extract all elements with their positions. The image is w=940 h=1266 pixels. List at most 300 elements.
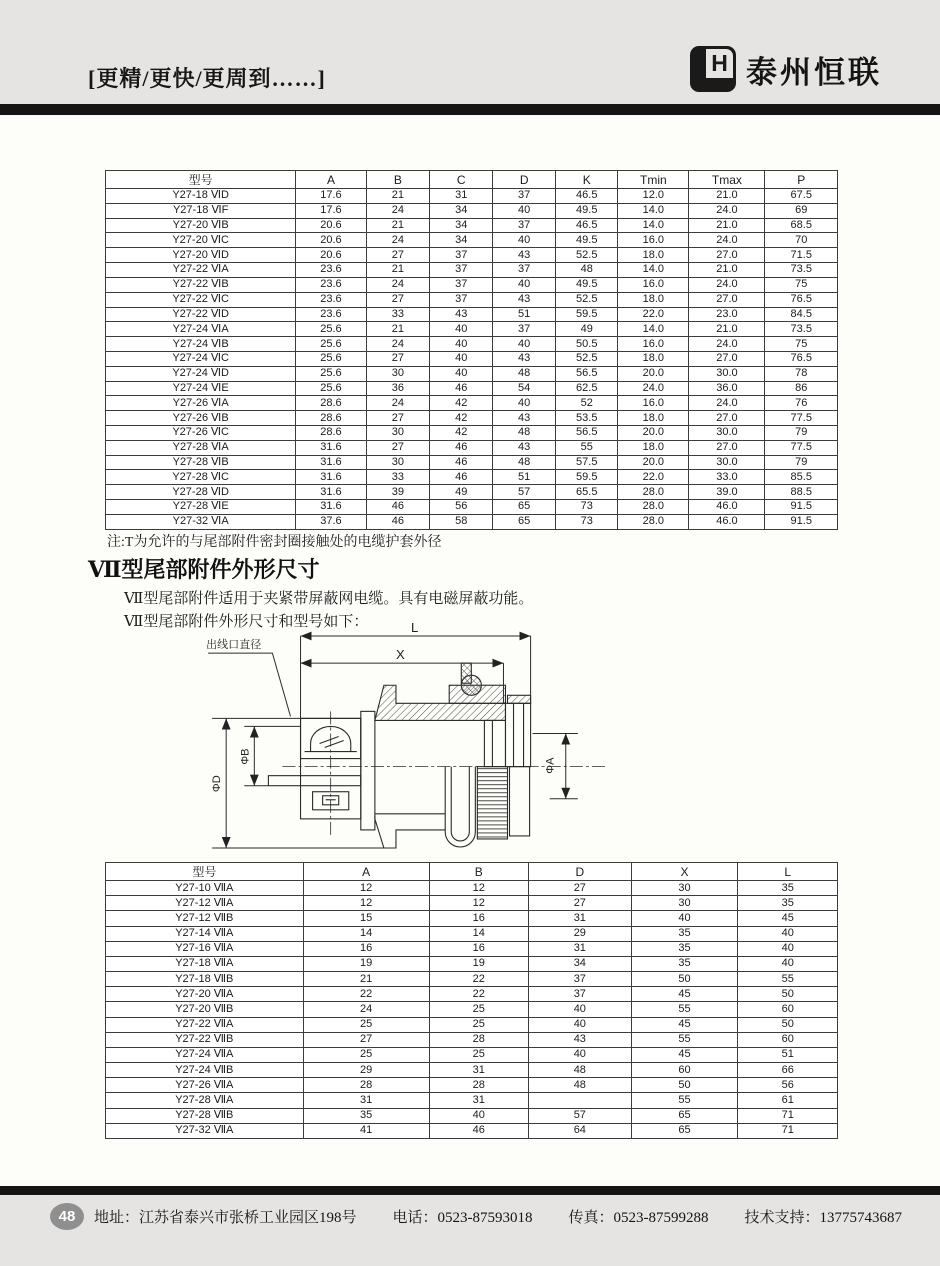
value-cell: 77.5 — [765, 440, 838, 455]
value-cell: 21 — [303, 972, 429, 987]
value-cell: 24.0 — [689, 277, 765, 292]
value-cell: 49.5 — [556, 203, 618, 218]
dim-x-label: X — [395, 647, 405, 663]
value-cell: 17.6 — [296, 189, 366, 204]
value-cell: 40 — [493, 203, 556, 218]
header-tagline: [更精/更快/更周到……] — [88, 66, 326, 91]
value-cell: 35 — [631, 941, 738, 956]
value-cell: 27 — [366, 292, 430, 307]
value-cell: 24.0 — [689, 396, 765, 411]
phi-b-label: ΦB — [239, 748, 252, 765]
value-cell: 40 — [493, 396, 556, 411]
value-cell: 79 — [765, 426, 838, 441]
value-cell: 28.0 — [618, 485, 689, 500]
table-row — [106, 455, 838, 470]
connector-drawing-svg — [186, 622, 618, 860]
value-cell: 35 — [738, 896, 838, 911]
value-cell: 12 — [303, 896, 429, 911]
value-cell: 25.6 — [296, 366, 366, 381]
value-cell: 64 — [529, 1123, 631, 1138]
table-row — [106, 426, 838, 441]
company-logo — [690, 46, 882, 92]
value-cell: 30 — [366, 426, 430, 441]
value-cell: 39.0 — [689, 485, 765, 500]
model-cell: Y27-26 ⅥA — [106, 396, 296, 411]
table-row — [106, 440, 838, 455]
table-row — [106, 337, 838, 352]
value-cell: 37 — [529, 987, 631, 1002]
value-cell: 39 — [366, 485, 430, 500]
value-cell: 24 — [366, 233, 430, 248]
table-row — [106, 1123, 838, 1138]
value-cell: 40 — [493, 337, 556, 352]
model-cell: Y27-24 ⅥE — [106, 381, 296, 396]
value-cell: 27 — [303, 1032, 429, 1047]
value-cell: 31 — [429, 1063, 529, 1078]
value-cell: 27.0 — [689, 248, 765, 263]
value-cell: 69 — [765, 203, 838, 218]
value-cell: 19 — [429, 956, 529, 971]
value-cell: 19 — [303, 956, 429, 971]
value-cell: 40 — [529, 1047, 631, 1062]
value-cell: 46 — [429, 1123, 529, 1138]
value-cell: 28.6 — [296, 411, 366, 426]
value-cell: 56.5 — [556, 426, 618, 441]
value-cell: 37 — [430, 292, 493, 307]
footer-phone: 电话：0523-87593018 — [392, 1210, 533, 1226]
value-cell: 76.5 — [765, 351, 838, 366]
value-cell: 27 — [366, 351, 430, 366]
value-cell: 55 — [556, 440, 618, 455]
value-cell: 12 — [303, 881, 429, 896]
model-cell: Y27-22 ⅥD — [106, 307, 296, 322]
table-row — [106, 1108, 838, 1123]
value-cell — [529, 1093, 631, 1108]
value-cell: 46 — [430, 440, 493, 455]
value-cell: 22 — [429, 987, 529, 1002]
model-cell: Y27-24 ⅥD — [106, 366, 296, 381]
value-cell: 24.0 — [689, 233, 765, 248]
value-cell: 33.0 — [689, 470, 765, 485]
column-header: B — [366, 171, 430, 189]
value-cell: 49 — [556, 322, 618, 337]
value-cell: 20.6 — [296, 248, 366, 263]
value-cell: 91.5 — [765, 514, 838, 529]
value-cell: 21.0 — [689, 189, 765, 204]
model-cell: Y27-24 ⅥA — [106, 322, 296, 337]
section-paragraph-1: Ⅶ型尾部附件适用于夹紧带屏蔽网电缆。具有电磁屏蔽功能。 — [124, 591, 534, 607]
model-cell: Y27-18 ⅦA — [106, 956, 304, 971]
value-cell: 40 — [529, 1002, 631, 1017]
value-cell: 42 — [430, 411, 493, 426]
value-cell: 56 — [738, 1078, 838, 1093]
value-cell: 23.0 — [689, 307, 765, 322]
value-cell: 43 — [493, 440, 556, 455]
value-cell: 46 — [430, 470, 493, 485]
value-cell: 34 — [430, 218, 493, 233]
value-cell: 51 — [493, 307, 556, 322]
value-cell: 31.6 — [296, 455, 366, 470]
value-cell: 46 — [430, 381, 493, 396]
model-cell: Y27-20 ⅥB — [106, 218, 296, 233]
value-cell: 42 — [430, 396, 493, 411]
value-cell: 60 — [738, 1002, 838, 1017]
value-cell: 40 — [738, 941, 838, 956]
table-row — [106, 1002, 838, 1017]
value-cell: 37 — [430, 248, 493, 263]
value-cell: 25 — [429, 1002, 529, 1017]
value-cell: 35 — [631, 926, 738, 941]
value-cell: 60 — [738, 1032, 838, 1047]
value-cell: 30 — [631, 896, 738, 911]
value-cell: 31 — [529, 911, 631, 926]
value-cell: 45 — [738, 911, 838, 926]
value-cell: 31.6 — [296, 500, 366, 515]
value-cell: 59.5 — [556, 307, 618, 322]
value-cell: 12 — [429, 896, 529, 911]
value-cell: 16 — [429, 911, 529, 926]
value-cell: 55 — [631, 1093, 738, 1108]
value-cell: 17.6 — [296, 203, 366, 218]
value-cell: 40 — [430, 351, 493, 366]
phi-d-label: ΦD — [211, 775, 224, 793]
value-cell: 61 — [738, 1093, 838, 1108]
value-cell: 22 — [303, 987, 429, 1002]
column-header: Tmin — [618, 171, 689, 189]
value-cell: 48 — [493, 426, 556, 441]
value-cell: 22 — [429, 972, 529, 987]
value-cell: 28 — [303, 1078, 429, 1093]
value-cell: 30.0 — [689, 366, 765, 381]
value-cell: 18.0 — [618, 248, 689, 263]
value-cell: 28 — [429, 1078, 529, 1093]
value-cell: 40 — [529, 1017, 631, 1032]
value-cell: 37 — [529, 972, 631, 987]
value-cell: 56.5 — [556, 366, 618, 381]
value-cell: 46 — [430, 455, 493, 470]
value-cell: 52.5 — [556, 248, 618, 263]
table-row — [106, 911, 838, 926]
column-header: 型号 — [106, 863, 304, 881]
model-cell: Y27-28 ⅦB — [106, 1108, 304, 1123]
value-cell: 24.0 — [618, 381, 689, 396]
value-cell: 21 — [366, 218, 430, 233]
value-cell: 51 — [493, 470, 556, 485]
value-cell: 37 — [493, 189, 556, 204]
value-cell: 43 — [493, 292, 556, 307]
value-cell: 37 — [430, 277, 493, 292]
footer-support: 技术支持：13775743687 — [744, 1210, 903, 1226]
value-cell: 62.5 — [556, 381, 618, 396]
model-cell: Y27-26 ⅥB — [106, 411, 296, 426]
value-cell: 52.5 — [556, 292, 618, 307]
value-cell: 16 — [303, 941, 429, 956]
value-cell: 40 — [493, 233, 556, 248]
value-cell: 27.0 — [689, 440, 765, 455]
value-cell: 67.5 — [765, 189, 838, 204]
value-cell: 73.5 — [765, 322, 838, 337]
value-cell: 24 — [366, 396, 430, 411]
model-cell: Y27-14 ⅦA — [106, 926, 304, 941]
dim-l-label: L — [411, 622, 419, 635]
value-cell: 25.6 — [296, 322, 366, 337]
column-header: Tmax — [689, 171, 765, 189]
value-cell: 24.0 — [689, 203, 765, 218]
value-cell: 85.5 — [765, 470, 838, 485]
table-row — [106, 514, 838, 529]
value-cell: 78 — [765, 366, 838, 381]
value-cell: 40 — [430, 337, 493, 352]
header-band — [0, 0, 940, 104]
value-cell: 65 — [493, 500, 556, 515]
value-cell: 34 — [430, 203, 493, 218]
value-cell: 20.6 — [296, 233, 366, 248]
model-cell: Y27-22 ⅦA — [106, 1017, 304, 1032]
value-cell: 50 — [738, 987, 838, 1002]
value-cell: 77.5 — [765, 411, 838, 426]
value-cell: 31 — [303, 1093, 429, 1108]
column-header: D — [529, 863, 631, 881]
value-cell: 37 — [493, 322, 556, 337]
table-row — [106, 277, 838, 292]
table-row — [106, 881, 838, 896]
value-cell: 43 — [493, 351, 556, 366]
model-cell: Y27-28 ⅥA — [106, 440, 296, 455]
table-row — [106, 411, 838, 426]
value-cell: 45 — [631, 1047, 738, 1062]
value-cell: 41 — [303, 1123, 429, 1138]
value-cell: 50 — [631, 972, 738, 987]
value-cell: 20.0 — [618, 426, 689, 441]
value-cell: 57.5 — [556, 455, 618, 470]
value-cell: 37.6 — [296, 514, 366, 529]
value-cell: 50.5 — [556, 337, 618, 352]
table-row — [106, 941, 838, 956]
value-cell: 35 — [631, 956, 738, 971]
table-row — [106, 292, 838, 307]
value-cell: 40 — [738, 926, 838, 941]
table-row — [106, 218, 838, 233]
model-cell: Y27-28 ⅥD — [106, 485, 296, 500]
value-cell: 33 — [366, 307, 430, 322]
value-cell: 46 — [366, 514, 430, 529]
value-cell: 55 — [631, 1032, 738, 1047]
value-cell: 25.6 — [296, 351, 366, 366]
value-cell: 76 — [765, 396, 838, 411]
value-cell: 49.5 — [556, 277, 618, 292]
table-row — [106, 233, 838, 248]
value-cell: 30.0 — [689, 426, 765, 441]
value-cell: 27 — [529, 881, 631, 896]
table-row — [106, 351, 838, 366]
value-cell: 48 — [529, 1078, 631, 1093]
outlet-diameter-label: 出线口直径 — [206, 639, 262, 652]
table-row — [106, 307, 838, 322]
value-cell: 75 — [765, 337, 838, 352]
value-cell: 28 — [429, 1032, 529, 1047]
value-cell: 37 — [493, 263, 556, 278]
model-cell: Y27-24 ⅦA — [106, 1047, 304, 1062]
value-cell: 55 — [631, 1002, 738, 1017]
value-cell: 54 — [493, 381, 556, 396]
value-cell: 51 — [738, 1047, 838, 1062]
value-cell: 30 — [631, 881, 738, 896]
column-header: D — [493, 171, 556, 189]
value-cell: 52 — [556, 396, 618, 411]
model-cell: Y27-16 ⅦA — [106, 941, 304, 956]
value-cell: 18.0 — [618, 440, 689, 455]
value-cell: 28.6 — [296, 426, 366, 441]
table-vi-dimensions — [105, 170, 838, 530]
value-cell: 16 — [429, 941, 529, 956]
table-row — [106, 987, 838, 1002]
table-row — [106, 470, 838, 485]
value-cell: 42 — [430, 426, 493, 441]
value-cell: 91.5 — [765, 500, 838, 515]
value-cell: 15 — [303, 911, 429, 926]
value-cell: 65 — [493, 514, 556, 529]
table-row — [106, 500, 838, 515]
value-cell: 27.0 — [689, 411, 765, 426]
value-cell: 20.6 — [296, 218, 366, 233]
value-cell: 24 — [366, 277, 430, 292]
value-cell: 27 — [529, 896, 631, 911]
footer — [50, 1203, 910, 1230]
value-cell: 31.6 — [296, 440, 366, 455]
model-cell: Y27-10 ⅦA — [106, 881, 304, 896]
value-cell: 48 — [529, 1063, 631, 1078]
value-cell: 34 — [430, 233, 493, 248]
value-cell: 14 — [303, 926, 429, 941]
value-cell: 14.0 — [618, 218, 689, 233]
value-cell: 16.0 — [618, 233, 689, 248]
value-cell: 31.6 — [296, 470, 366, 485]
model-cell: Y27-12 ⅦA — [106, 896, 304, 911]
model-cell: Y27-28 ⅥC — [106, 470, 296, 485]
model-cell: Y27-28 ⅦA — [106, 1093, 304, 1108]
model-cell: Y27-32 ⅥA — [106, 514, 296, 529]
value-cell: 46 — [366, 500, 430, 515]
value-cell: 46.5 — [556, 189, 618, 204]
column-header: A — [296, 171, 366, 189]
value-cell: 45 — [631, 1017, 738, 1032]
value-cell: 53.5 — [556, 411, 618, 426]
value-cell: 22.0 — [618, 470, 689, 485]
table-row — [106, 322, 838, 337]
table-row — [106, 1078, 838, 1093]
value-cell: 43 — [493, 411, 556, 426]
value-cell: 36.0 — [689, 381, 765, 396]
value-cell: 66 — [738, 1063, 838, 1078]
value-cell: 31 — [429, 1093, 529, 1108]
value-cell: 50 — [631, 1078, 738, 1093]
table-vii-dimensions — [105, 862, 838, 1139]
value-cell: 28.6 — [296, 396, 366, 411]
table-header-row — [106, 863, 838, 881]
model-cell: Y27-22 ⅥA — [106, 263, 296, 278]
model-cell: Y27-18 ⅥD — [106, 189, 296, 204]
value-cell: 30 — [366, 455, 430, 470]
value-cell: 20.0 — [618, 455, 689, 470]
value-cell: 49.5 — [556, 233, 618, 248]
value-cell: 58 — [430, 514, 493, 529]
value-cell: 48 — [493, 366, 556, 381]
value-cell: 60 — [631, 1063, 738, 1078]
logo-notch — [706, 49, 733, 78]
value-cell: 76.5 — [765, 292, 838, 307]
table-row — [106, 956, 838, 971]
value-cell: 40 — [493, 277, 556, 292]
value-cell: 40 — [738, 956, 838, 971]
table-row — [106, 396, 838, 411]
value-cell: 65.5 — [556, 485, 618, 500]
value-cell: 43 — [430, 307, 493, 322]
value-cell: 12.0 — [618, 189, 689, 204]
value-cell: 55 — [738, 972, 838, 987]
value-cell: 50 — [738, 1017, 838, 1032]
value-cell: 71 — [738, 1108, 838, 1123]
table-row — [106, 1047, 838, 1062]
value-cell: 27.0 — [689, 351, 765, 366]
table-row — [106, 1063, 838, 1078]
model-cell: Y27-20 ⅥC — [106, 233, 296, 248]
model-cell: Y27-32 ⅦA — [106, 1123, 304, 1138]
value-cell: 37 — [493, 218, 556, 233]
value-cell: 49 — [430, 485, 493, 500]
bottom-divider-bar — [0, 1186, 940, 1195]
table-row — [106, 926, 838, 941]
top-divider-bar — [0, 104, 940, 115]
value-cell: 25.6 — [296, 337, 366, 352]
table-row — [106, 381, 838, 396]
table-note: 注:T为允许的与尾部附件密封圈接触处的电缆护套外径 — [107, 535, 442, 550]
section-heading: Ⅶ型尾部附件外形尺寸 — [88, 557, 320, 582]
table-row — [106, 366, 838, 381]
value-cell: 27 — [366, 440, 430, 455]
value-cell: 27 — [366, 248, 430, 263]
column-header: L — [738, 863, 838, 881]
connector-body — [268, 663, 530, 848]
value-cell: 21 — [366, 322, 430, 337]
value-cell: 30.0 — [689, 455, 765, 470]
value-cell: 37 — [430, 263, 493, 278]
footer-address: 地址：江苏省泰兴市张桥工业园区198号 — [94, 1210, 357, 1226]
model-cell: Y27-24 ⅥC — [106, 351, 296, 366]
model-cell: Y27-18 ⅦB — [106, 972, 304, 987]
model-cell: Y27-18 ⅥF — [106, 203, 296, 218]
value-cell: 24.0 — [689, 337, 765, 352]
model-cell: Y27-26 ⅦA — [106, 1078, 304, 1093]
model-cell: Y27-22 ⅥB — [106, 277, 296, 292]
phi-a-label: ΦA — [544, 757, 557, 774]
model-cell: Y27-22 ⅦB — [106, 1032, 304, 1047]
model-cell: Y27-28 ⅥB — [106, 455, 296, 470]
logo-lh-monogram — [690, 46, 736, 92]
value-cell: 45 — [631, 987, 738, 1002]
section-paragraph-2: Ⅶ型尾部附件外形尺寸和型号如下： — [124, 614, 369, 630]
value-cell: 14.0 — [618, 322, 689, 337]
model-cell: Y27-12 ⅦB — [106, 911, 304, 926]
dimension-lines — [208, 636, 578, 848]
value-cell: 40 — [430, 366, 493, 381]
value-cell: 75 — [765, 277, 838, 292]
value-cell: 18.0 — [618, 351, 689, 366]
value-cell: 29 — [303, 1063, 429, 1078]
value-cell: 73.5 — [765, 263, 838, 278]
value-cell: 56 — [430, 500, 493, 515]
value-cell: 48 — [493, 455, 556, 470]
table-row — [106, 189, 838, 204]
